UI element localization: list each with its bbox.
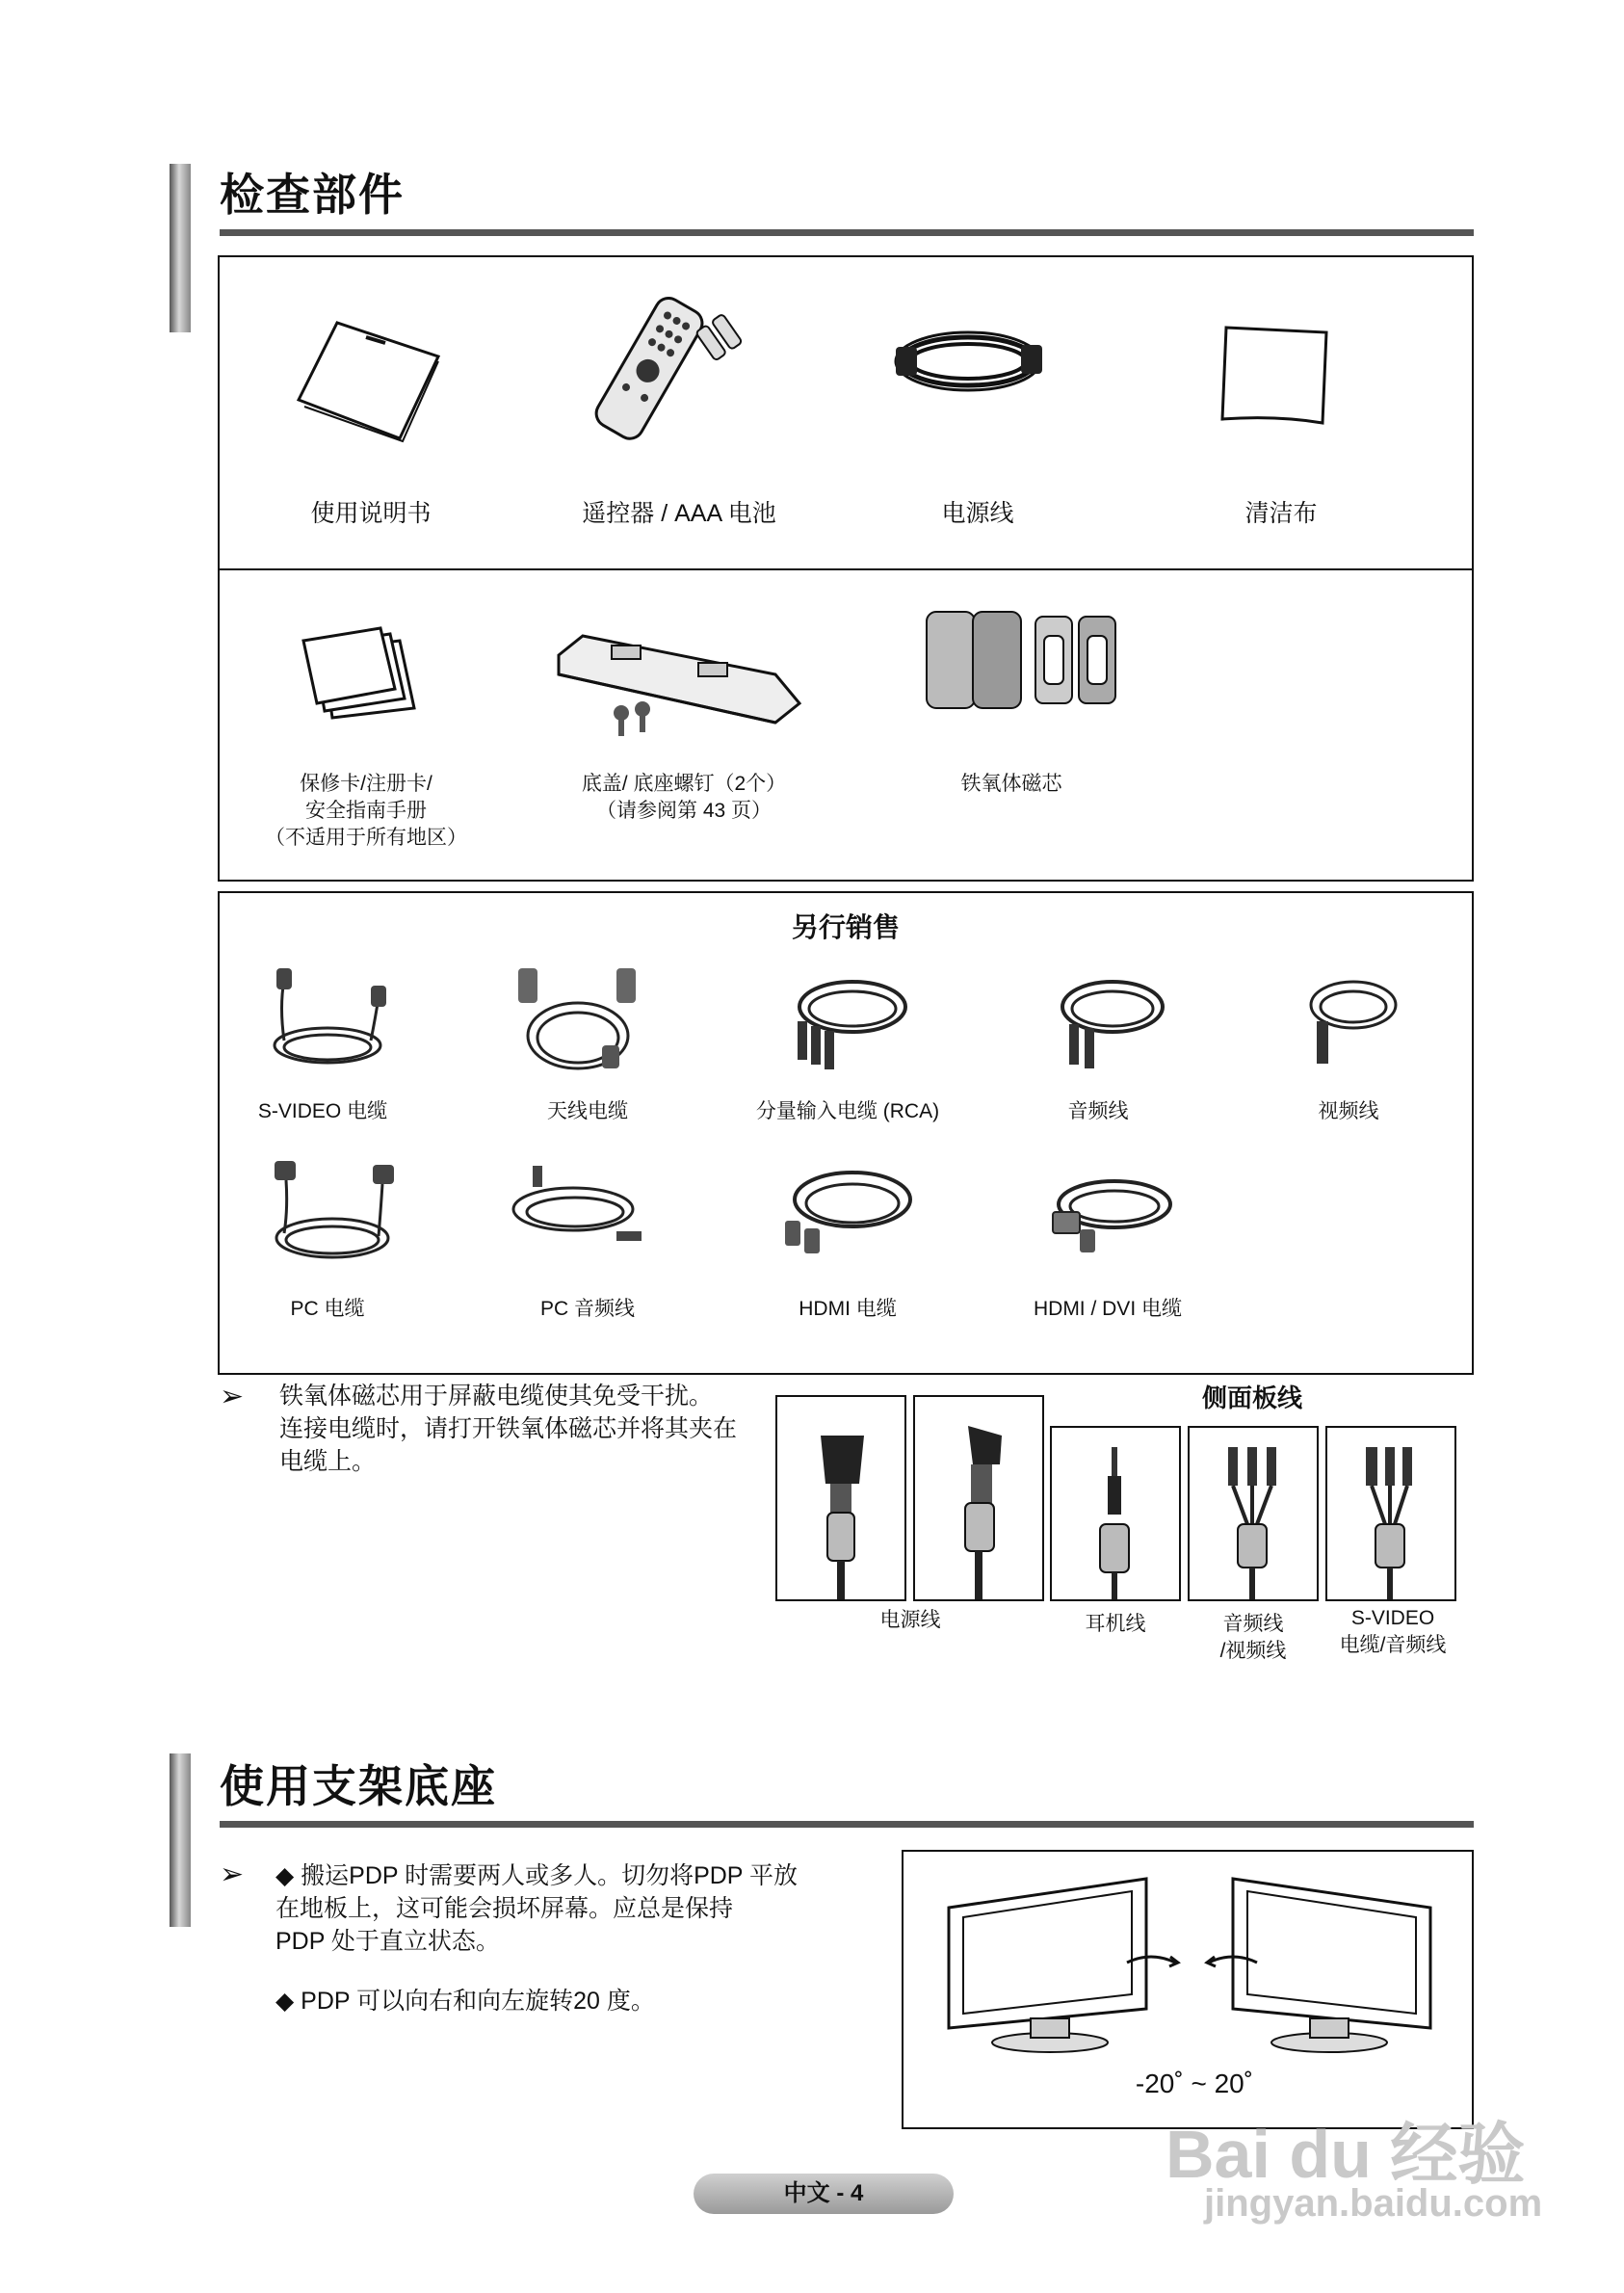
component-cable-icon bbox=[780, 968, 915, 1074]
section-marker-bar bbox=[170, 1753, 196, 1927]
stand-note-rotate: ◆ PDP 可以向右和向左旋转20 度。 bbox=[275, 1988, 655, 2015]
baidu-watermark: Bai du 经验 bbox=[1166, 2117, 1526, 2192]
warranty-cards-icon bbox=[303, 626, 419, 723]
sold-label-pc-audio: PC 音频线 bbox=[539, 1298, 635, 1320]
ferrite-panel-s-video bbox=[1325, 1426, 1456, 1601]
ferrite-panel-headphone bbox=[1050, 1426, 1181, 1601]
base-cover-icon bbox=[554, 617, 804, 742]
ferrite-caption-power: 电源线 bbox=[879, 1609, 941, 1631]
pc-cable-icon bbox=[265, 1161, 400, 1267]
ferrite-panel-audio-video bbox=[1188, 1426, 1319, 1601]
video-cable-icon bbox=[1296, 968, 1401, 1074]
sold-label-s-video: S-VIDEO 电缆 bbox=[257, 1100, 388, 1122]
included-label-remote: 遥控器 / AAA 电池 bbox=[582, 500, 776, 527]
section-title-check-parts: 检查部件 bbox=[220, 170, 405, 220]
section-title-stand: 使用支架底座 bbox=[220, 1761, 497, 1811]
ferrite-caption-s-video: S-VIDEO 电缆/音频线 bbox=[1339, 1607, 1447, 1656]
ferrite-note: 铁氧体磁芯用于屏蔽电缆使其免受干扰。 连接电缆时，请打开铁氧体磁芯并将其夹在 电缆上。 bbox=[279, 1383, 738, 1475]
sold-label-component: 分量输入电缆 (RCA) bbox=[755, 1100, 940, 1122]
hdmi-cable-icon bbox=[775, 1161, 920, 1267]
sold-label-hdmi: HDMI 电缆 bbox=[799, 1298, 897, 1320]
page-number: 中文 - 4 bbox=[694, 2174, 954, 2214]
section-rule bbox=[220, 229, 1474, 236]
note-arrow-icon: ➢ bbox=[220, 1381, 245, 1412]
included-label-base-cover: 底盖/ 底座螺钉（2个） （请参阅第 43 页） bbox=[581, 773, 787, 822]
included-label-cloth: 清洁布 bbox=[1244, 500, 1318, 527]
tv-rotation-illustration bbox=[944, 1874, 1445, 2067]
manual-icon bbox=[299, 318, 443, 443]
ferrite-caption-headphone: 耳机线 bbox=[1085, 1613, 1146, 1635]
sold-label-pc-cable: PC 电缆 bbox=[290, 1298, 365, 1320]
rotation-label: -20˚ ~ 20˚ bbox=[1135, 2069, 1254, 2098]
section-rule bbox=[220, 1821, 1474, 1828]
included-label-power-cord: 电源线 bbox=[941, 500, 1014, 527]
s-video-cable-icon bbox=[265, 968, 390, 1074]
stand-note-carry: ◆ 搬运PDP 时需要两人或多人。切勿将PDP 平放 在地板上，这可能会损坏屏幕。应总是保持 PDP 处于直立状态。 bbox=[275, 1862, 798, 1955]
sold-label-audio: 音频线 bbox=[1067, 1100, 1129, 1122]
sold-label-video: 视频线 bbox=[1318, 1100, 1379, 1122]
ferrite-panel-power-2 bbox=[913, 1395, 1044, 1601]
sold-label-hdmi-dvi: HDMI / DVI 电缆 bbox=[1033, 1298, 1182, 1320]
sold-separately-title: 另行销售 bbox=[791, 912, 900, 942]
included-label-warranty: 保修卡/注册卡/ 安全指南手册 （不适用于所有地区） bbox=[265, 773, 467, 849]
section-marker-bar bbox=[170, 164, 196, 332]
included-label-manual: 使用说明书 bbox=[310, 500, 432, 527]
sold-label-antenna: 天线电缆 bbox=[547, 1100, 628, 1122]
cleaning-cloth-icon bbox=[1218, 323, 1334, 429]
ferrite-caption-audio-video: 音频线 /视频线 bbox=[1219, 1613, 1287, 1662]
audio-cable-icon bbox=[1050, 968, 1175, 1074]
power-cord-icon bbox=[886, 318, 1050, 405]
antenna-cable-icon bbox=[511, 968, 645, 1074]
side-panel-title: 侧面板线 bbox=[1201, 1384, 1302, 1412]
ferrite-core-icon bbox=[925, 607, 1137, 713]
hdmi-dvi-cable-icon bbox=[1045, 1166, 1180, 1262]
baidu-watermark-url: jingyan.baidu.com bbox=[1204, 2182, 1543, 2225]
pc-audio-cable-icon bbox=[506, 1166, 650, 1262]
box-divider bbox=[218, 568, 1474, 570]
note-arrow-icon: ➢ bbox=[220, 1858, 245, 1890]
included-label-ferrite: 铁氧体磁芯 bbox=[960, 773, 1062, 795]
remote-control-icon bbox=[588, 299, 751, 443]
ferrite-panel-power-1 bbox=[775, 1395, 906, 1601]
